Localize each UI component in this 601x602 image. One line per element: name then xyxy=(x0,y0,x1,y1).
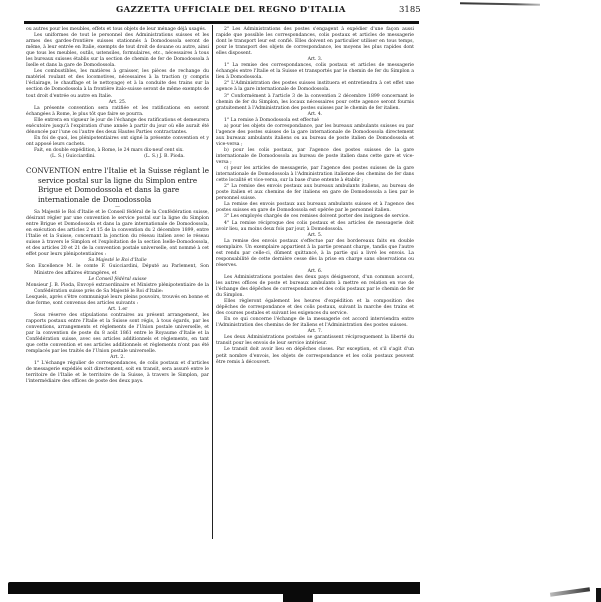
scan-artifact-mark xyxy=(550,587,590,597)
article-heading: Art. 25. xyxy=(108,99,127,105)
section-heading-council: Le Conseil fédéral suisse xyxy=(88,276,147,282)
scan-bottom-bar xyxy=(8,582,420,594)
scan-bottom-stub xyxy=(283,594,313,602)
paragraph: 1° La remise à Domodossola est effectué xyxy=(224,117,320,123)
paragraph: Monsieur J. B. Pioda, Envoyé extraordinaire et Ministre plénipotentiaire de la Confédération suisse près de Sa Majesté le Roi d'Italie: xyxy=(26,282,209,294)
scan-artifact-streak xyxy=(460,2,540,5)
article-heading: Art. 1.er xyxy=(107,306,128,312)
paragraph: Elles règleront également les heures d'expédition et la composition des dépêches de correspondance et des colis postaux, suivant la marche des trains et des courses postales et suivant les exigences du service. xyxy=(216,299,414,317)
page-header xyxy=(24,5,419,19)
paragraph: Les Administrations postales des deux pays désigneront, d'un commun accord, les autres offices de poste et bureaux ambulants à mettre en relation en vue de l'échange des dépêches de correspondance et des colis postaux par le chemin de fer du Simplon. xyxy=(216,274,414,299)
signature-guicciardini: (L. S.) Guicciardini. xyxy=(50,153,96,159)
paragraph: 1° La remise des correspondances, colis postaux et articles de messagerie échangés entre l'Italie et la Suisse et transportés par le chemin de fer du Simplon a lieu à Domodossola. xyxy=(216,63,414,81)
paragraph: La présente convention sera ratifiée et les ratifications en seront échangées à Rome, le plus tôt que faire se pourra. xyxy=(26,105,209,117)
paragraph: 1° L'échange régulier de correspondances, de colis postaux et d'articles de messagerie expédiés soit directement, soit en transit, sera assuré entre le territoire de l'Italie et le territoire de la Suisse, à travers le Simplon, par l'intermédiaire des offices de poste des deux pays. xyxy=(26,361,209,385)
right-column xyxy=(216,27,414,366)
paragraph: a) pour les objets de correspondance, par les bureaux ambulants suisses ou par l'agence des postes suisses de la gare internationale de Domodossola directement aux bureaux ambulants italiens ou au bureau de poste italien de Domodossola et vice-versa ; xyxy=(216,123,414,147)
paragraph: 2° L'Administration des postes suisses instituera et entretiendra à cet effet une agence à la gare internationale de Domodossola. xyxy=(216,81,414,93)
paragraph: Son Excellence M. le comte F. Guicciardini, Député au Parlement, Son Ministre des affaires étrangères, et xyxy=(26,264,209,276)
paragraph: Sous réserve des stipulations contraires au présent arrangement, les rapports postaux entre l'Italie et la Suisse sont régis, à tous égards, par les conventions, arrangements et règlements de l'Union postale universelle, et par la convention de poste du 8 août 1861 entre le Royaume d'Italie et la Confédération suisse, avec ses articles additionnels et règlements, en tant que cette convention et ses articles additionnels et règlements n'ont pas été remplacés par les traités de l'Union postale universelle. xyxy=(26,312,209,355)
article-heading: Art. 7. xyxy=(307,329,323,335)
paragraph: En ce qui concerne l'échange de la messagerie cet accord interviendra entre l'Administration des chemins de fer italiens et l'Administration des postes suisses. xyxy=(216,317,414,329)
paragraph: Fait, en double expédition, à Rome, le 24 mars dix-neuf cent six. xyxy=(34,147,184,153)
paragraph: La remise des envois postaux s'effectue par des bordereaux faits en double exemplaire. Un exemplaire appartient à la partie prenant charge, tandis que l'autre est rendu par celle-ci, dûment quittancé, à la partie qui a livré les envois. La responsabilité de cette dernière cesse dès la prise en charge sans observations ou réserves. xyxy=(216,238,414,268)
signatures xyxy=(26,154,209,160)
paragraph: c) pour les articles de messagerie, par l'agence des postes suisses de la gare internationale de Domodossola à l'Administration italienne des chemins de fer dans cette localité et vice-versa, sur la base d'une entente à établir ; xyxy=(216,166,414,184)
paragraph: 3° Conformément à l'article 3 de la convention 2 décembre 1899 concernant le chemin de fer du Simplon, les locaux nécessaires pour cette agence seront fournis gratuitement à l'Administration des postes suisses par le chemin de fer italien. xyxy=(216,93,414,111)
left-column xyxy=(26,27,209,385)
paragraph: Les deux Administrations postales se garantissent réciproquement la liberté du transit pour les envois de leur service intérieur. xyxy=(216,335,414,347)
article-heading: Art. 4. xyxy=(307,111,323,117)
paragraph: 2° La remise des envois postaux aux bureaux ambulants italiens, au bureau de poste italien et aux chemins de fer italiens en gare de Domodossola a lieu par le personnel suisse. xyxy=(216,184,414,202)
paragraph: Sa Majesté le Roi d'Italie et le Conseil fédéral de la Confédération suisse, désirant régler par une convention le service postal sur la ligne du Simplon entre Brigue et Domodossola et dans la gare internationale de Domodossola, en exécution des articles 2 et 15 de la convention du 2 décembre 1899, entre l'Italie et la Suisse, concernant la jonction du réseau italien avec le réseau suisse à travers le Simplon et l'exploitation de la section Iselle-Domodossola, et des articles 20 et 21 de la convention postale universelle, ont nommé à cet effet pour leurs plénipotentiaires : xyxy=(26,210,209,258)
paragraph: Lesquels, après s'être communiqué leurs pleins pouvoirs, trouvés en bonne et due forme, sont convenus des articles suivants : xyxy=(26,294,209,306)
paragraph: ou autres pour les meubles, effets et tous objets de leur ménage déjà usagés. xyxy=(26,27,207,32)
paragraph: Le transit doit avoir lieu en dépêches closes. Par exception, et s'il s'agit d'un petit nombre d'envois, les objets de correspondance et les colis postaux peuvent être remis à découvert. xyxy=(216,347,414,365)
header-rule xyxy=(24,21,419,24)
paragraph: Les combustibles, les matières à graisser, les pièces de rechange du matériel roulant et des locomotives, nécessaires à la traction (y compris l'éclairage, le chauffage et le nettoyage) et à la conduite des trains sur la section de Domodossola à la frontière italo-suisse seront de même exempts de tout droit d'entrée ou autre en Italie. xyxy=(26,69,209,99)
separator-dash: — xyxy=(115,204,120,211)
paragraph: La remise des envois postaux aux bureaux ambulants suisses et à l'agence des postes suisses en gare de Domodossola est opérée par le personnel italien. xyxy=(216,202,414,214)
paragraph: 3° Les employés chargés de ces remises doivent porter des insignes de service. xyxy=(224,214,410,220)
article-heading: Art. 3. xyxy=(307,57,323,63)
paragraph: Elle entrera en vigueur le jour de l'échange des ratifications et demeurera exécutoire jusqu'à l'expiration d'une année à partir du jour où elle aurait été dénoncée par l'une ou l'autre des deux Hautes Parties contractantes. xyxy=(26,117,209,135)
paragraph: 4° La remise réciproque des colis postaux et des articles de messagerie doit avoir lieu, au moins deux fois par jour, à Domodossola. xyxy=(216,220,414,232)
convention-title: CONVENTION entre l'Italie et la Suisse réglant le service postal sur la ligne du Simplon entre Brigue et Domodossola et dans la gare internationale de Domodossola xyxy=(26,166,209,204)
section-heading-king: Sa Majesté le Roi d'Italie xyxy=(88,258,147,264)
paragraph: b) pour les colis postaux, par l'agence des postes suisses de la gare internationale de Domodossola au bureau de poste italien dans cette gare et vice-versa ; xyxy=(216,147,414,166)
article-heading: Art. 5. xyxy=(307,232,323,238)
signature-pioda: (L. S.) J. B. Pioda. xyxy=(144,153,185,159)
paragraph: Les uniformes de tout le personnel des Administrations suisses et les armes des gardes-frontière suisses stationnés à Domodossola seront de même, à leur entrée en Italie, exempts de tout droit de douane ou autre, ainsi que tous les meubles, outils, ustensiles, formulaires, etc., nécessaires à tous les bureaux suisses établis sur la section de chemin de fer de Domodossola à Iselle et dans la gare de Domodossola. xyxy=(26,33,209,69)
paragraph: 2° Les Administrations des postes s'engagent à expédier d'une façon aussi rapide que possible les correspondances, colis postaux et articles de messagerie dont le transport leur est confié. Elles doivent en particulier utiliser en tous temps, pour le transport des objets de correspondance, les moyens les plus rapides dont elles disposent. xyxy=(216,27,414,57)
paragraph: En foi de quoi, les plénipotentiaires ont signé la présente convention et y ont apposé leurs cachets. xyxy=(26,135,209,147)
gazette-title: GAZZETTA UFFICIALE DEL REGNO D'ITALIA xyxy=(116,5,346,15)
column-divider xyxy=(212,25,213,539)
page-number: 3185 xyxy=(399,5,421,15)
article-heading: Art. 2. xyxy=(110,355,125,361)
scan-edge-mark xyxy=(596,588,601,602)
article-heading: Art. 6. xyxy=(307,268,323,274)
